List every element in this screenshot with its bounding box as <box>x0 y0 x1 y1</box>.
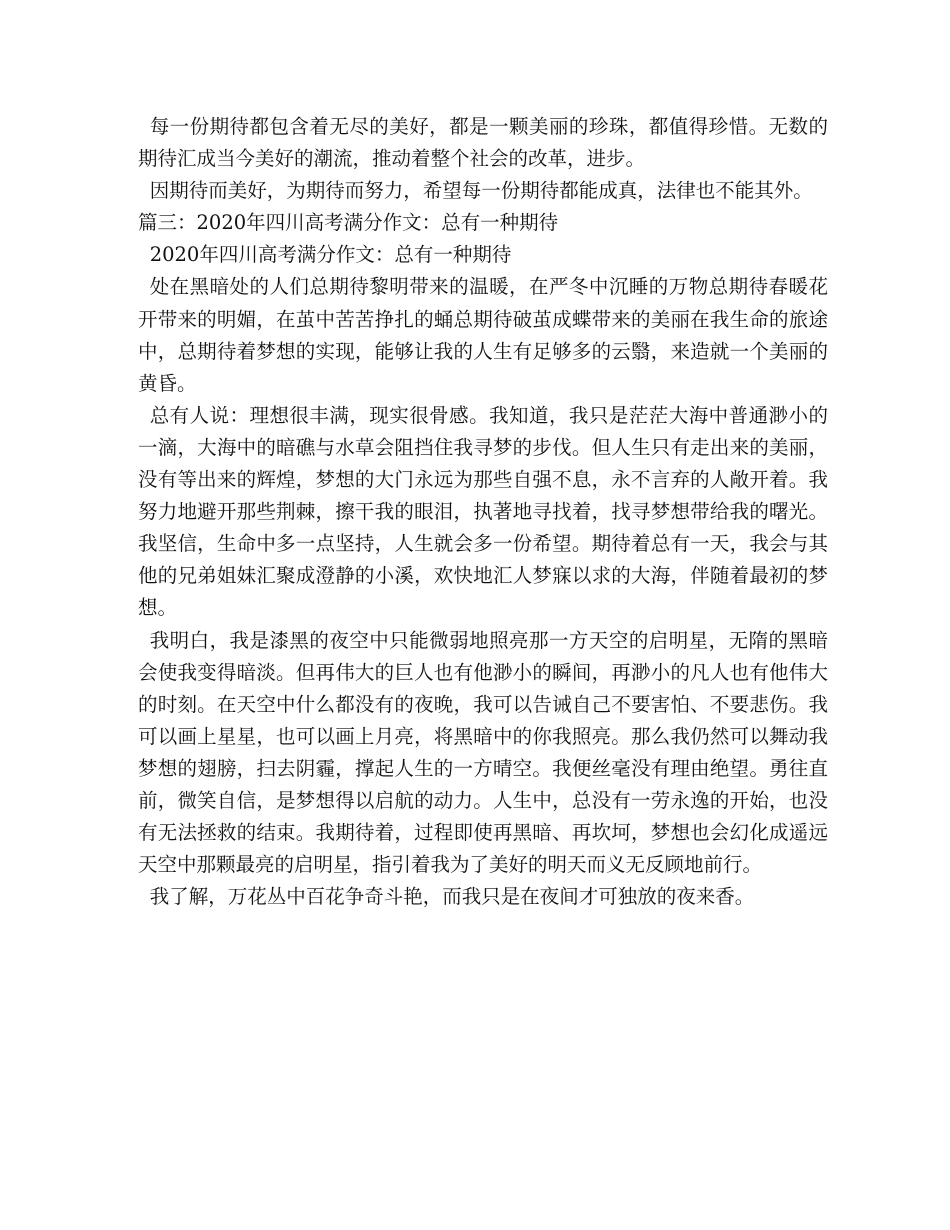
paragraph-2: 因期待而美好，为期待而努力，希望每一份期待都能成真，法律也不能其外。 <box>149 179 813 203</box>
paragraph-1: 每一份期待都包含着无尽的美好，都是一颗美丽的珍珠，都值得珍惜。无数的期待汇成当今美好的潮流，推动着整个社会的改革，进步。 <box>138 115 828 171</box>
paragraph-4: 总有人说：理想很丰满，现实很骨感。我知道，我只是茫茫大海中普通渺小的一滴，大海中的暗礁与水草会阻挡住我寻梦的步伐。但人生只有走出来的美丽，没有等出来的辉煌，梦想的大门永远为那些自强不息，永不言弃的人敞开着。我努力地避开那些荆棘，擦干我的眼泪，执著地寻找着，找寻梦想带给我的曙光。我坚信，生命中多一点坚持，人生就会多一份希望。期待着总有一天，我会与其他的兄弟姐妹汇聚成澄静的小溪，欢快地汇人梦寐以求的大海，伴随着最初的梦想。 <box>138 403 828 620</box>
essay-title: 2020年四川高考满分作文：总有一种期待 <box>149 243 512 267</box>
section-heading: 篇三：2020年四川高考满分作文：总有一种期待 <box>138 211 559 235</box>
paragraph-5: 我明白，我是漆黑的夜空中只能微弱地照亮那一方天空的启明星，无隋的黑暗会使我变得暗淡。但再伟大的巨人也有他渺小的瞬间，再渺小的凡人也有他伟大的时刻。在天空中什么都没有的夜晚，我可以告诫自己不要害怕、不要悲伤。我可以画上星星，也可以画上月亮，将黑暗中的你我照亮。那么我仍然可以舞动我梦想的翅膀，扫去阴霾，撑起人生的一方晴空。我便丝毫没有理由绝望。勇往直前，微笑自信，是梦想得以启航的动力。人生中，总没有一劳永逸的开始，也没有无法拯救的结束。我期待着，过程即使再黑暗、再坎坷，梦想也会幻化成遥远天空中那颗最亮的启明星，指引着我为了美好的明天而义无反顾地前行。 <box>138 628 828 877</box>
paragraph-6: 我了解，万花丛中百花争奇斗艳，而我只是在夜间才可独放的夜来香。 <box>149 885 755 909</box>
paragraph-3: 处在黑暗处的人们总期待黎明带来的温暖，在严冬中沉睡的万物总期待春暖花开带来的明媚，在茧中苦苦挣扎的蛹总期待破茧成蝶带来的美丽在我生命的旅途中，总期待着梦想的实现，能够让我的人生有足够多的云翳，来造就一个美丽的黄昏。 <box>138 275 828 395</box>
document-page <box>138 111 828 913</box>
